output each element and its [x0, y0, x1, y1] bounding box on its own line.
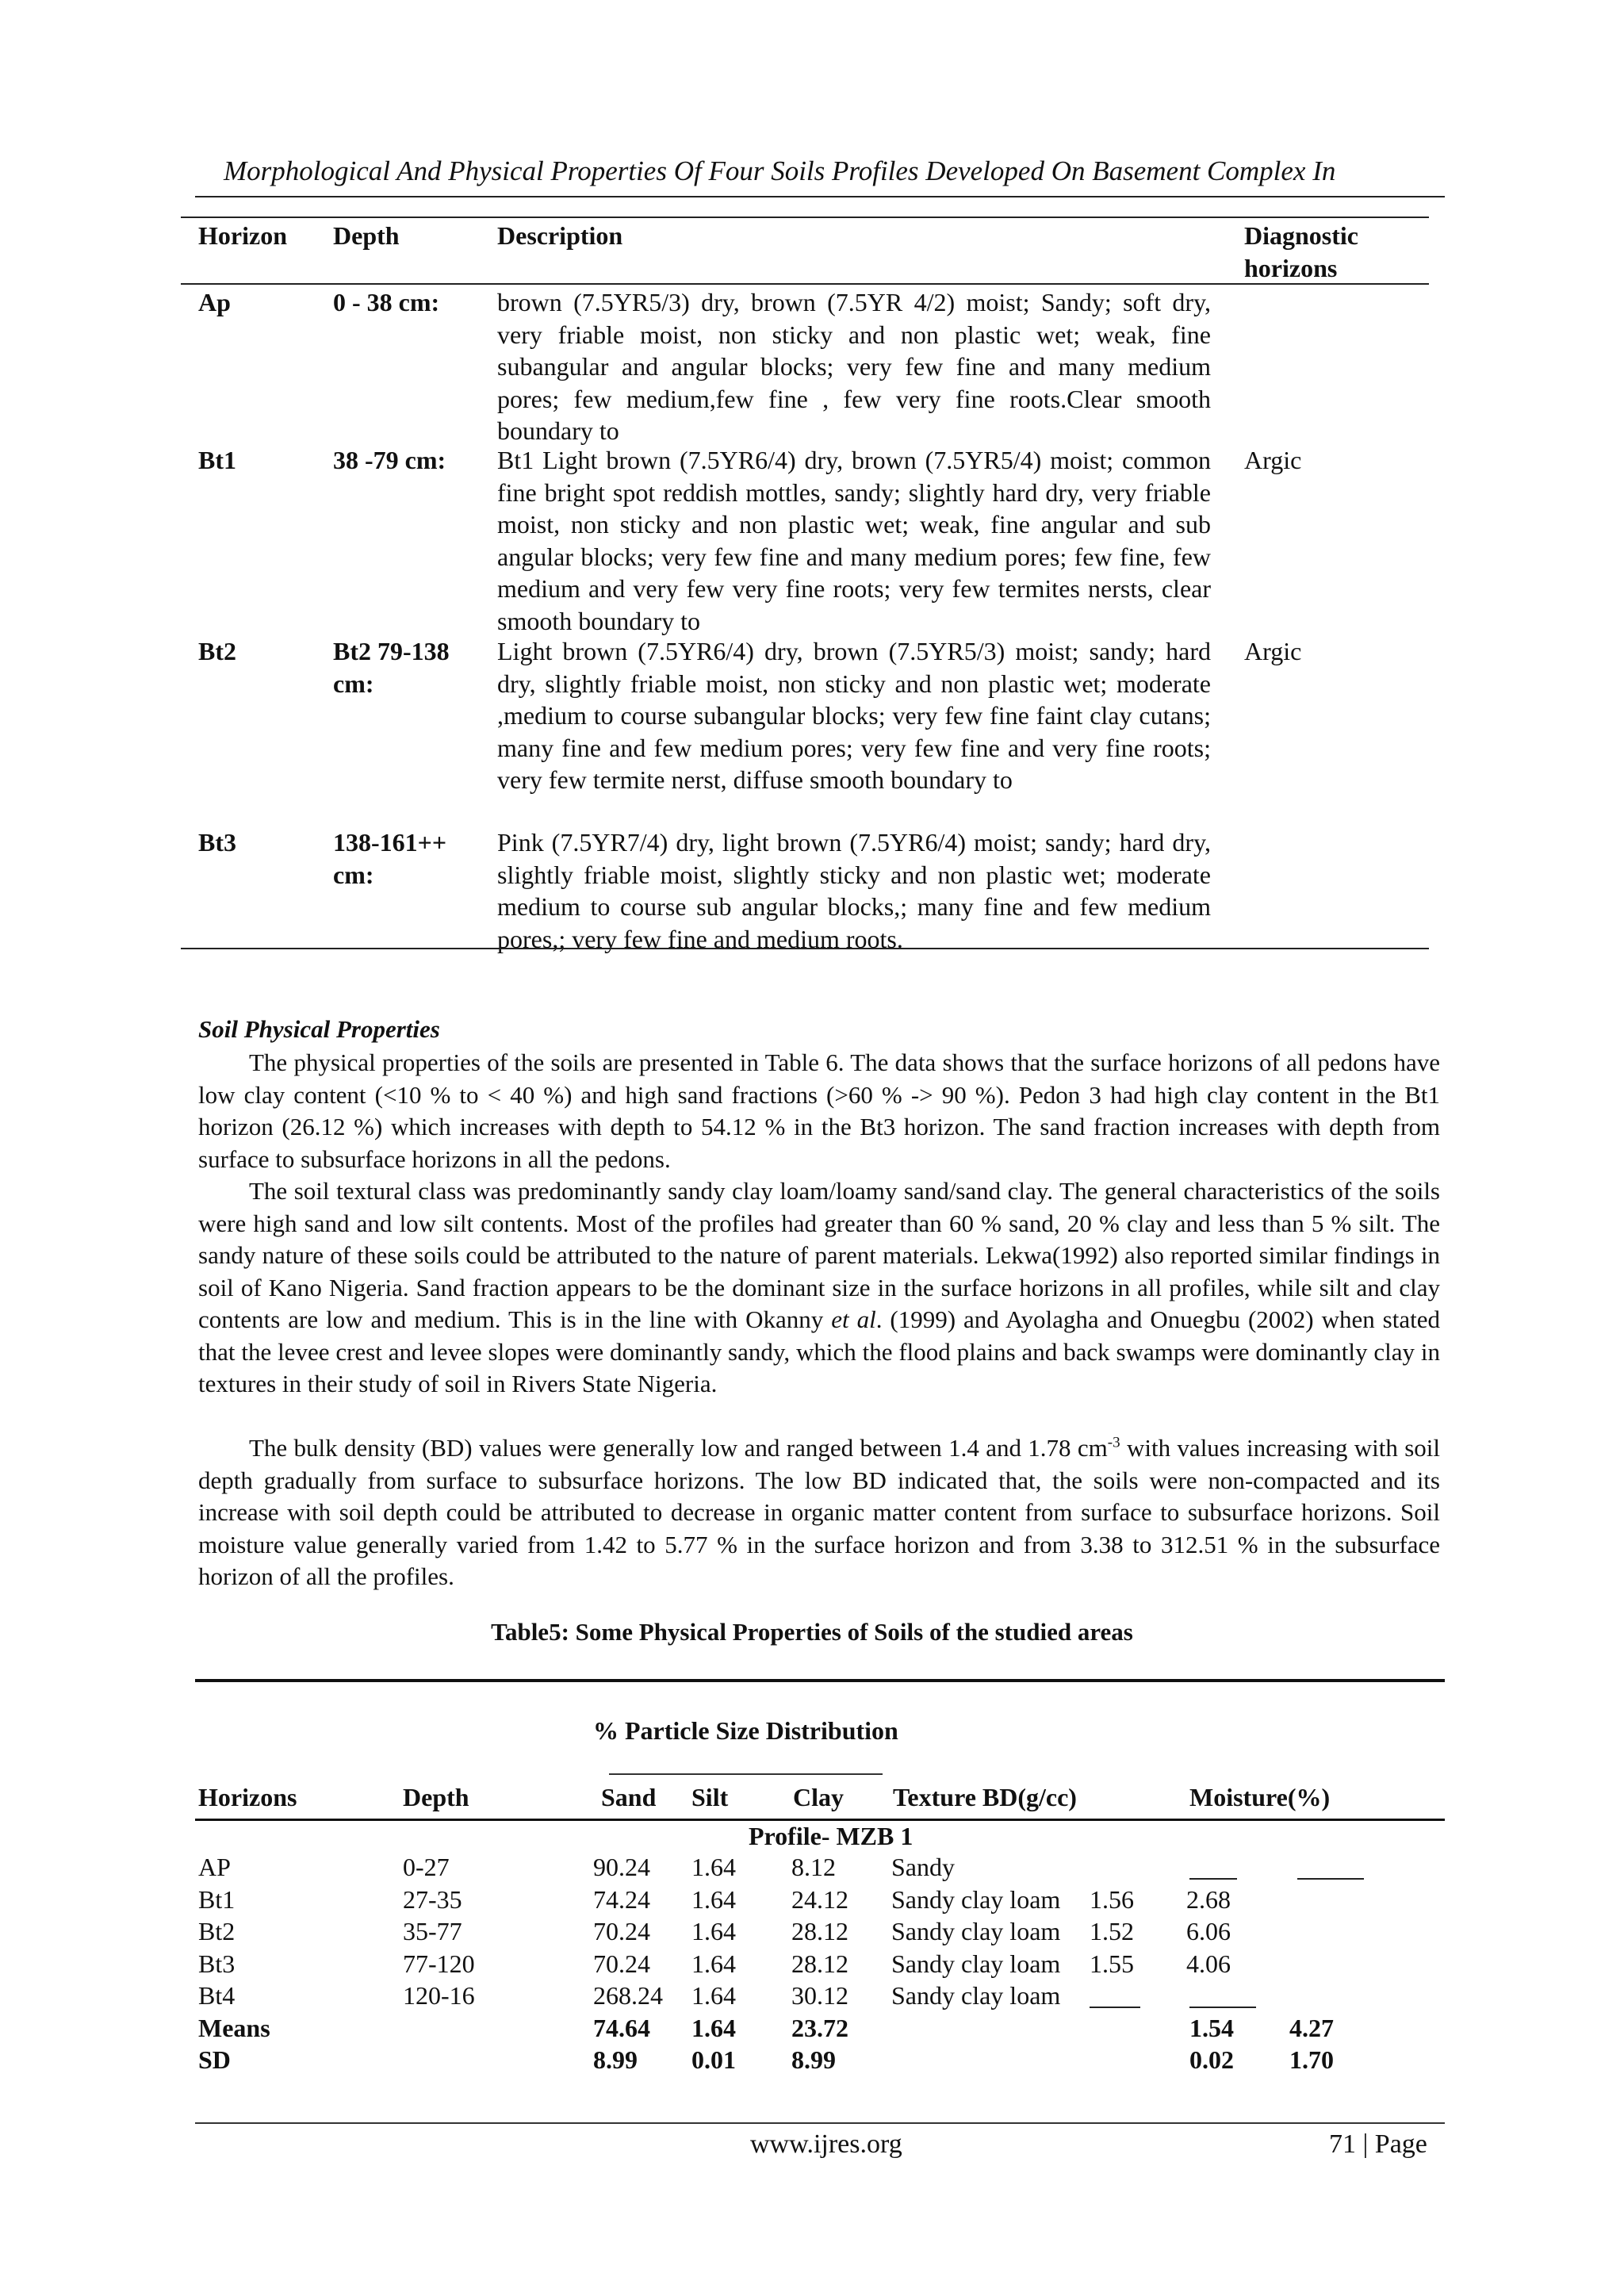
means-silt: 1.64: [691, 2013, 736, 2042]
cell-horizon: Bt1: [198, 1884, 236, 1914]
paragraph-2-text: The soil textural class was predominantly sandy clay loam/loamy sand/sand clay. The general characteristics of the soils were high sand and low silt contents. Most of the profiles had greater than 60 % sand, 20 % clay and less than 5 % silt. The sandy nature of these soils could be attributed to the nature of parent materials. Lekwa(1992) also reported similar findings in soil of Kano Nigeria. Sand fraction appears to be the dominant size in the surface horizons in all profiles, while silt and clay contents are low and medium. This is in the line with Okanny: [198, 1177, 1440, 1333]
cell-texture: Sandy: [891, 1853, 955, 1881]
sd-sand: 8.99: [593, 2045, 638, 2074]
paragraph-2: [198, 1175, 1440, 1401]
paragraph-3-superscript: -3: [1107, 1434, 1120, 1451]
cell-depth: 27-35: [403, 1884, 462, 1914]
horizon-name: Bt2: [198, 637, 236, 665]
diagnostic-horizon: Argic: [1244, 637, 1302, 665]
sd-moisture: 1.70: [1289, 2045, 1334, 2074]
blank-bd-marker: [1189, 1878, 1237, 1880]
footer-page-number: 71 | Page: [1329, 2129, 1427, 2159]
cell-bd: 1.56: [1090, 1884, 1134, 1914]
description-header: Description: [497, 221, 623, 250]
sd-silt: 0.01: [691, 2045, 736, 2074]
diagnostic-header-line2: horizons: [1244, 254, 1338, 282]
cell-sand: 268.24: [593, 1981, 663, 2010]
cell-moisture: 2.68: [1186, 1884, 1231, 1914]
horizon-table-header-rule: [181, 283, 1429, 285]
cell-moisture: 6.06: [1186, 1917, 1231, 1945]
col-header-texture-bd: Texture BD(g/cc): [893, 1783, 1077, 1811]
cell-horizon: Bt4: [198, 1981, 236, 2010]
cell-horizon: AP: [198, 1853, 231, 1881]
cell-texture: Sandy clay loam: [891, 1981, 1061, 2010]
horizon-description: Bt1 Light brown (7.5YR6/4) dry, brown (7.5YR5/4) moist; common fine bright spot reddish mottles, sandy; slightly hard dry, very friable moist, non sticky and non plastic wet; weak, fine angular and sub angular blocks; very few fine and many medium pores; few fine, few medium and very few very fine roots; very few termites nersts, clear smooth boundary to: [497, 446, 1211, 635]
cell-horizon: Bt2: [198, 1917, 236, 1945]
cell-sand: 74.24: [593, 1884, 650, 1914]
paragraph-2-text-end: . (1999) and Ayolagha and Onuegbu (2002) when stated that the levee crest and levee slopes were dominantly sandy, which the flood plains and back swamps were dominantly clay in textures in their study of soil in Rivers State Nigeria.: [198, 1305, 1440, 1397]
sd-label: SD: [198, 2045, 231, 2074]
paragraph-2-italic: et al: [831, 1305, 876, 1333]
means-moisture: 4.27: [1289, 2013, 1334, 2042]
means-label: Means: [198, 2013, 270, 2042]
means-sand: 74.64: [593, 2013, 650, 2042]
paragraph-3-text: The bulk density (BD) values were generally low and ranged between 1.4 and 1.78 cm: [249, 1434, 1108, 1462]
table5-header-rule: [195, 1819, 1445, 1821]
footer-site: www.ijres.org: [750, 2129, 902, 2159]
cell-texture: Sandy clay loam: [891, 1917, 1061, 1945]
diagnostic-header-line1: Diagnostic: [1244, 221, 1358, 250]
cell-silt: 1.64: [691, 1981, 736, 2010]
col-header-sand: Sand: [601, 1783, 657, 1811]
paragraph-1: The physical properties of the soils are presented in Table 6. The data shows that the surface horizons of all pedons have low clay content (<10 % to < 40 %) and high sand fractions (>60 % -> 90 %). Pedon 3 had high clay content in the Bt1 horizon (26.12 %) which increases with depth to 54.12 % in the Bt3 horizon. The sand fraction increases with depth from surface to subsurface horizons in all the pedons.: [198, 1048, 1440, 1173]
cell-depth: 77-120: [403, 1949, 475, 1978]
cell-horizon: Bt3: [198, 1949, 236, 1978]
horizon-name: Ap: [198, 288, 231, 316]
cell-silt: 1.64: [691, 1917, 736, 1945]
horizon-table-bottom-rule: [181, 948, 1429, 949]
horizon-description: Pink (7.5YR7/4) dry, light brown (7.5YR6/4) moist; sandy; hard dry, slightly friable moist, slightly sticky and non plastic wet; moderate medium to course sub angular blocks,; many fine and few medium pores,; very few fine and medium roots.: [497, 828, 1211, 953]
cell-sand: 70.24: [593, 1949, 650, 1978]
horizon-depth: 0 - 38 cm:: [333, 288, 440, 316]
running-head: Morphological And Physical Properties Of Four Soils Profiles Developed On Basement Complex In: [224, 155, 1336, 186]
cell-moisture: 4.06: [1186, 1949, 1231, 1978]
cell-clay: 30.12: [791, 1981, 848, 2010]
depth-header: Depth: [333, 221, 400, 250]
col-header-clay: Clay: [793, 1783, 844, 1811]
col-header-moisture: Moisture(%): [1189, 1783, 1331, 1811]
cell-sand: 70.24: [593, 1917, 650, 1945]
horizon-table-top-rule: [181, 217, 1429, 218]
means-clay: 23.72: [791, 2013, 848, 2042]
cell-bd: 1.55: [1090, 1949, 1134, 1978]
running-head-rule: [195, 196, 1445, 197]
cell-silt: 1.64: [691, 1949, 736, 1978]
cell-texture: Sandy clay loam: [891, 1949, 1061, 1978]
sd-clay: 8.99: [791, 2045, 836, 2074]
paragraph-3-text-end: with values increasing with soil depth gradually from surface to subsurface horizons. The low BD indicated that, the soils were non-compacted and its increase with soil depth could be attributed to decrease in organic matter content from surface to subsurface horizons. Soil moisture value generally varied from 1.42 to 5.77 % in the surface horizon and from 3.38 to 312.51 % in the subsurface horizon of all the profiles.: [198, 1434, 1440, 1590]
horizon-description: brown (7.5YR5/3) dry, brown (7.5YR 4/2) moist; Sandy; soft dry, very friable moist, non sticky and non plastic wet; weak, fine subangular and angular blocks; very few fine and many medium pores; few medium,few fine , few very fine roots.Clear smooth boundary to: [497, 288, 1211, 445]
cell-clay: 8.12: [791, 1853, 836, 1881]
horizon-name: Bt3: [198, 828, 236, 857]
cell-clay: 28.12: [791, 1917, 848, 1945]
cell-bd: 1.52: [1090, 1917, 1134, 1945]
cell-silt: 1.64: [691, 1853, 736, 1881]
col-header-depth: Depth: [403, 1783, 469, 1811]
cell-clay: 24.12: [791, 1884, 848, 1914]
horizon-depth: Bt2 79-138 cm:: [333, 637, 450, 698]
diagnostic-header: [1244, 220, 1358, 285]
cell-depth: 0-27: [403, 1853, 450, 1881]
particle-size-underline: [609, 1773, 883, 1775]
profile-label: Profile- MZB 1: [749, 1822, 914, 1850]
footer-rule: [195, 2122, 1445, 2124]
diagnostic-horizon: Argic: [1244, 446, 1302, 474]
blank-bd-marker: [1090, 2007, 1140, 2008]
cell-sand: 90.24: [593, 1853, 650, 1881]
cell-depth: 35-77: [403, 1917, 462, 1945]
col-header-silt: Silt: [691, 1783, 729, 1811]
particle-size-title: % Particle Size Distribution: [593, 1716, 898, 1745]
horizon-depth: 138-161++ cm:: [333, 828, 447, 889]
sd-bd: 0.02: [1189, 2045, 1234, 2074]
horizon-depth: 38 -79 cm:: [333, 446, 446, 474]
horizon-name: Bt1: [198, 446, 236, 474]
cell-texture: Sandy clay loam: [891, 1884, 1061, 1914]
section-title: Soil Physical Properties: [198, 1015, 440, 1043]
table-caption: Table5: Some Physical Properties of Soils of the studied areas: [491, 1618, 1133, 1646]
blank-moisture-marker: [1297, 1878, 1364, 1880]
cell-silt: 1.64: [691, 1884, 736, 1914]
means-bd: 1.54: [1189, 2013, 1234, 2042]
paragraph-3: [198, 1432, 1440, 1593]
col-header-horizons: Horizons: [198, 1783, 297, 1811]
cell-clay: 28.12: [791, 1949, 848, 1978]
horizon-header: Horizon: [198, 221, 287, 250]
horizon-description: Light brown (7.5YR6/4) dry, brown (7.5YR5/3) moist; sandy; hard dry, slightly friable moist, non sticky and non plastic wet; moderate ,medium to course subangular blocks; very few fine faint clay cutans; many fine and few medium pores; very few fine and very fine roots; very few termite nerst, diffuse smooth boundary to: [497, 637, 1211, 794]
cell-depth: 120-16: [403, 1981, 475, 2010]
table5-top-rule: [195, 1679, 1445, 1682]
blank-moisture-marker: [1189, 2007, 1256, 2008]
